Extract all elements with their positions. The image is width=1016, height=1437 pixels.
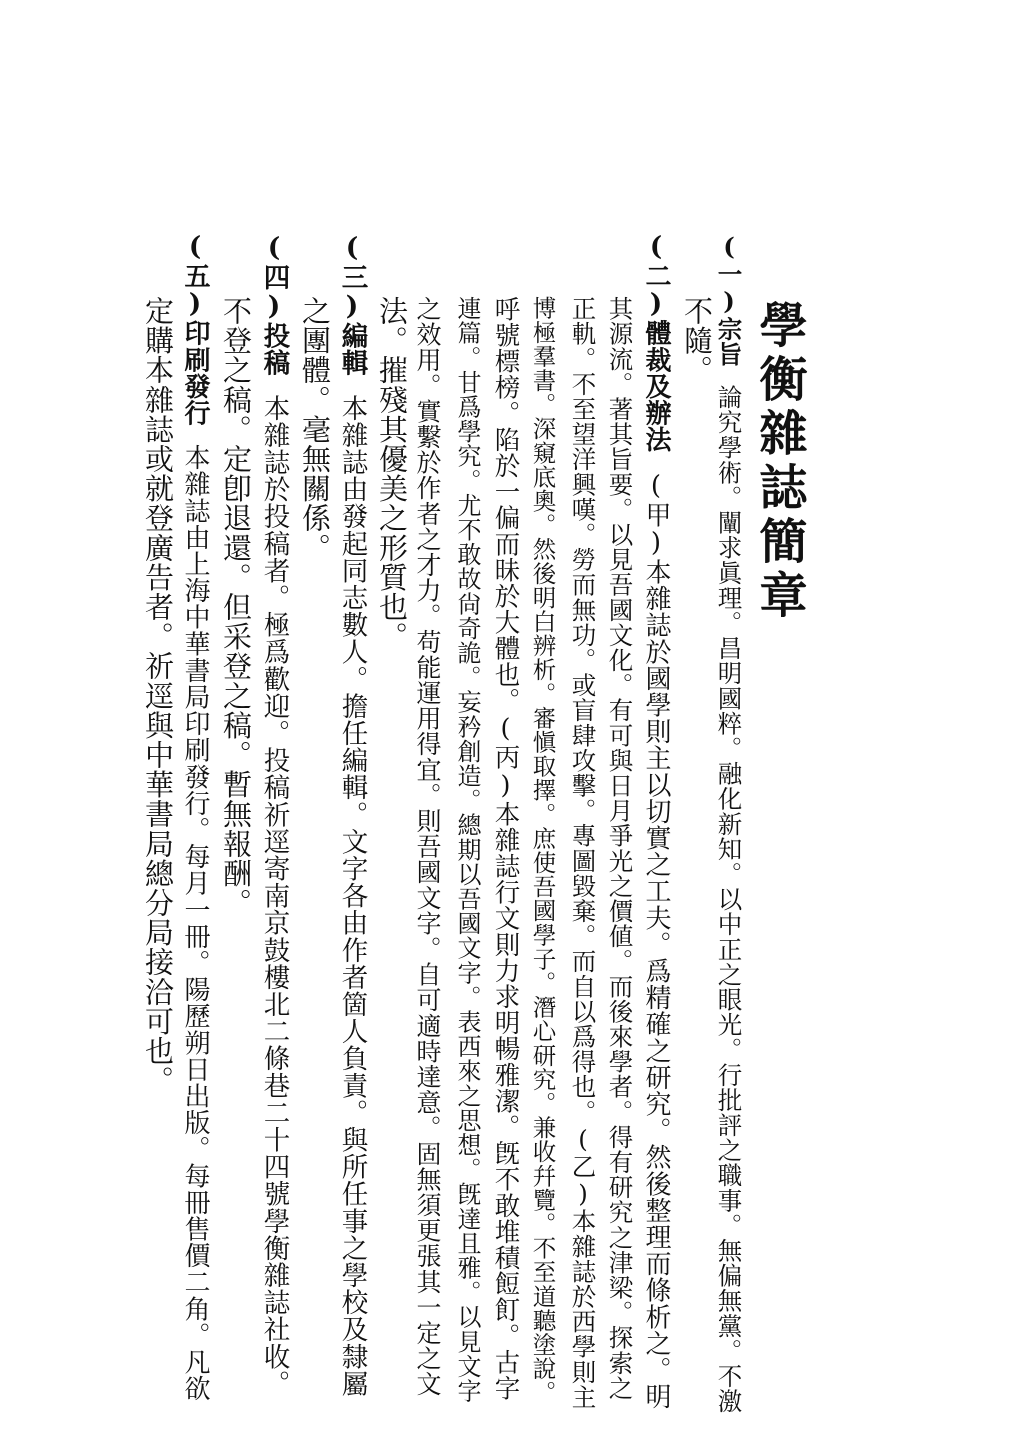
- section-3-head: (三)編輯: [336, 232, 368, 377]
- section-3-column-2: [298, 296, 332, 563]
- section-3-line-2: 之團體。毫無關係。: [298, 296, 332, 563]
- section-2-column-7: [415, 296, 440, 1397]
- section-2-line-1: (甲)本雜誌於國學則主以切實之工夫。爲精確之研究。然後整理而條析之。明: [641, 470, 671, 1410]
- section-2-line-7: 之效用。實繫於作者之才力。苟能運用得宜。則吾國文字。自可適時達意。固無須更張其一定之文: [413, 296, 442, 1397]
- section-2-line-6: 連篇。甘爲學究。尤不敢故尙奇詭。妄矜創造。總期以吾國文字。表西來之思想。旣達且雅。以見文字: [453, 296, 481, 1403]
- section-2-line-5: 呼號標榜。陷於一偏而昧於大體也。(丙)本雜誌行文則力求明暢雅潔。旣不敢堆積餖飣。古字: [490, 296, 521, 1402]
- section-4-column-2: [219, 296, 253, 918]
- section-4-line-2: 不登之稿。定卽退還。但采登之稿。暫無報酬。: [219, 296, 253, 918]
- section-5-line-1: 本雜誌由上海中華書局印刷發行。每月一冊。陽歷朔日出版。每冊售價二角。凡欲: [180, 444, 210, 1402]
- section-2-line-8: 法。摧殘其優美之形質也。: [375, 296, 409, 652]
- section-4-head: (四)投稿: [258, 232, 290, 377]
- section-3-column-1: [336, 232, 368, 1398]
- section-1-column-1: [714, 232, 744, 1414]
- page-title: 學衡雜誌簡章: [751, 300, 807, 624]
- section-2-line-3: 正軌。不至望洋興嘆。勞而無功。或盲肆攻擊。專圖毀棄。而自以爲得也。(乙)本雜誌於西學則主: [568, 296, 598, 1410]
- section-2-column-3: [568, 296, 598, 1410]
- section-5-head: (五)印刷發行: [180, 232, 210, 427]
- section-2-column-1: [643, 232, 669, 1410]
- section-2-line-2: 其源流。著其旨要。以見吾國文化。有可與日月爭光之價値。而後來學者。得有研究之津梁。探索之: [605, 296, 635, 1401]
- section-5-line-2: 定購本雜誌或就登廣告者。祈逕與中華書局總分局接洽可也。: [141, 296, 175, 1096]
- section-4-line-1: 本雜誌於投稿者。極爲歡迎。投稿祈逕寄南京鼓樓北二條巷二十四號學衡雜誌社收。: [258, 394, 290, 1398]
- section-2-column-2: [605, 296, 635, 1401]
- section-5-column-1: [182, 232, 208, 1402]
- section-4-column-1: [258, 232, 290, 1398]
- section-2-column-4: [528, 296, 557, 1405]
- section-2-column-5: [490, 296, 521, 1402]
- section-2-line-4: 博極羣書。深窺底奧。然後明白辨析。審愼取擇。庶使吾國學子。潛心研究。兼收幷覽。不至道聽塗說。: [528, 296, 557, 1405]
- section-1-line-2: 不隨。: [680, 296, 714, 385]
- section-1-column-2: [680, 296, 714, 385]
- section-3-line-1: 本雜誌由發起同志數人。擔任編輯。文字各由作者箇人負責。與所任事之學校及隸屬: [336, 394, 368, 1398]
- section-2-column-6: [455, 296, 479, 1403]
- section-1-line-1: 論究學術。闡求眞理。昌明國粹。融化新知。以中正之眼光。行批評之職事。無偏無黨。不激: [714, 384, 744, 1414]
- section-5-column-2: [141, 296, 175, 1096]
- section-2-head: (二)體裁及辦法: [641, 232, 671, 453]
- section-1-head: (一)宗旨: [714, 232, 744, 367]
- section-2-column-8: [375, 296, 409, 652]
